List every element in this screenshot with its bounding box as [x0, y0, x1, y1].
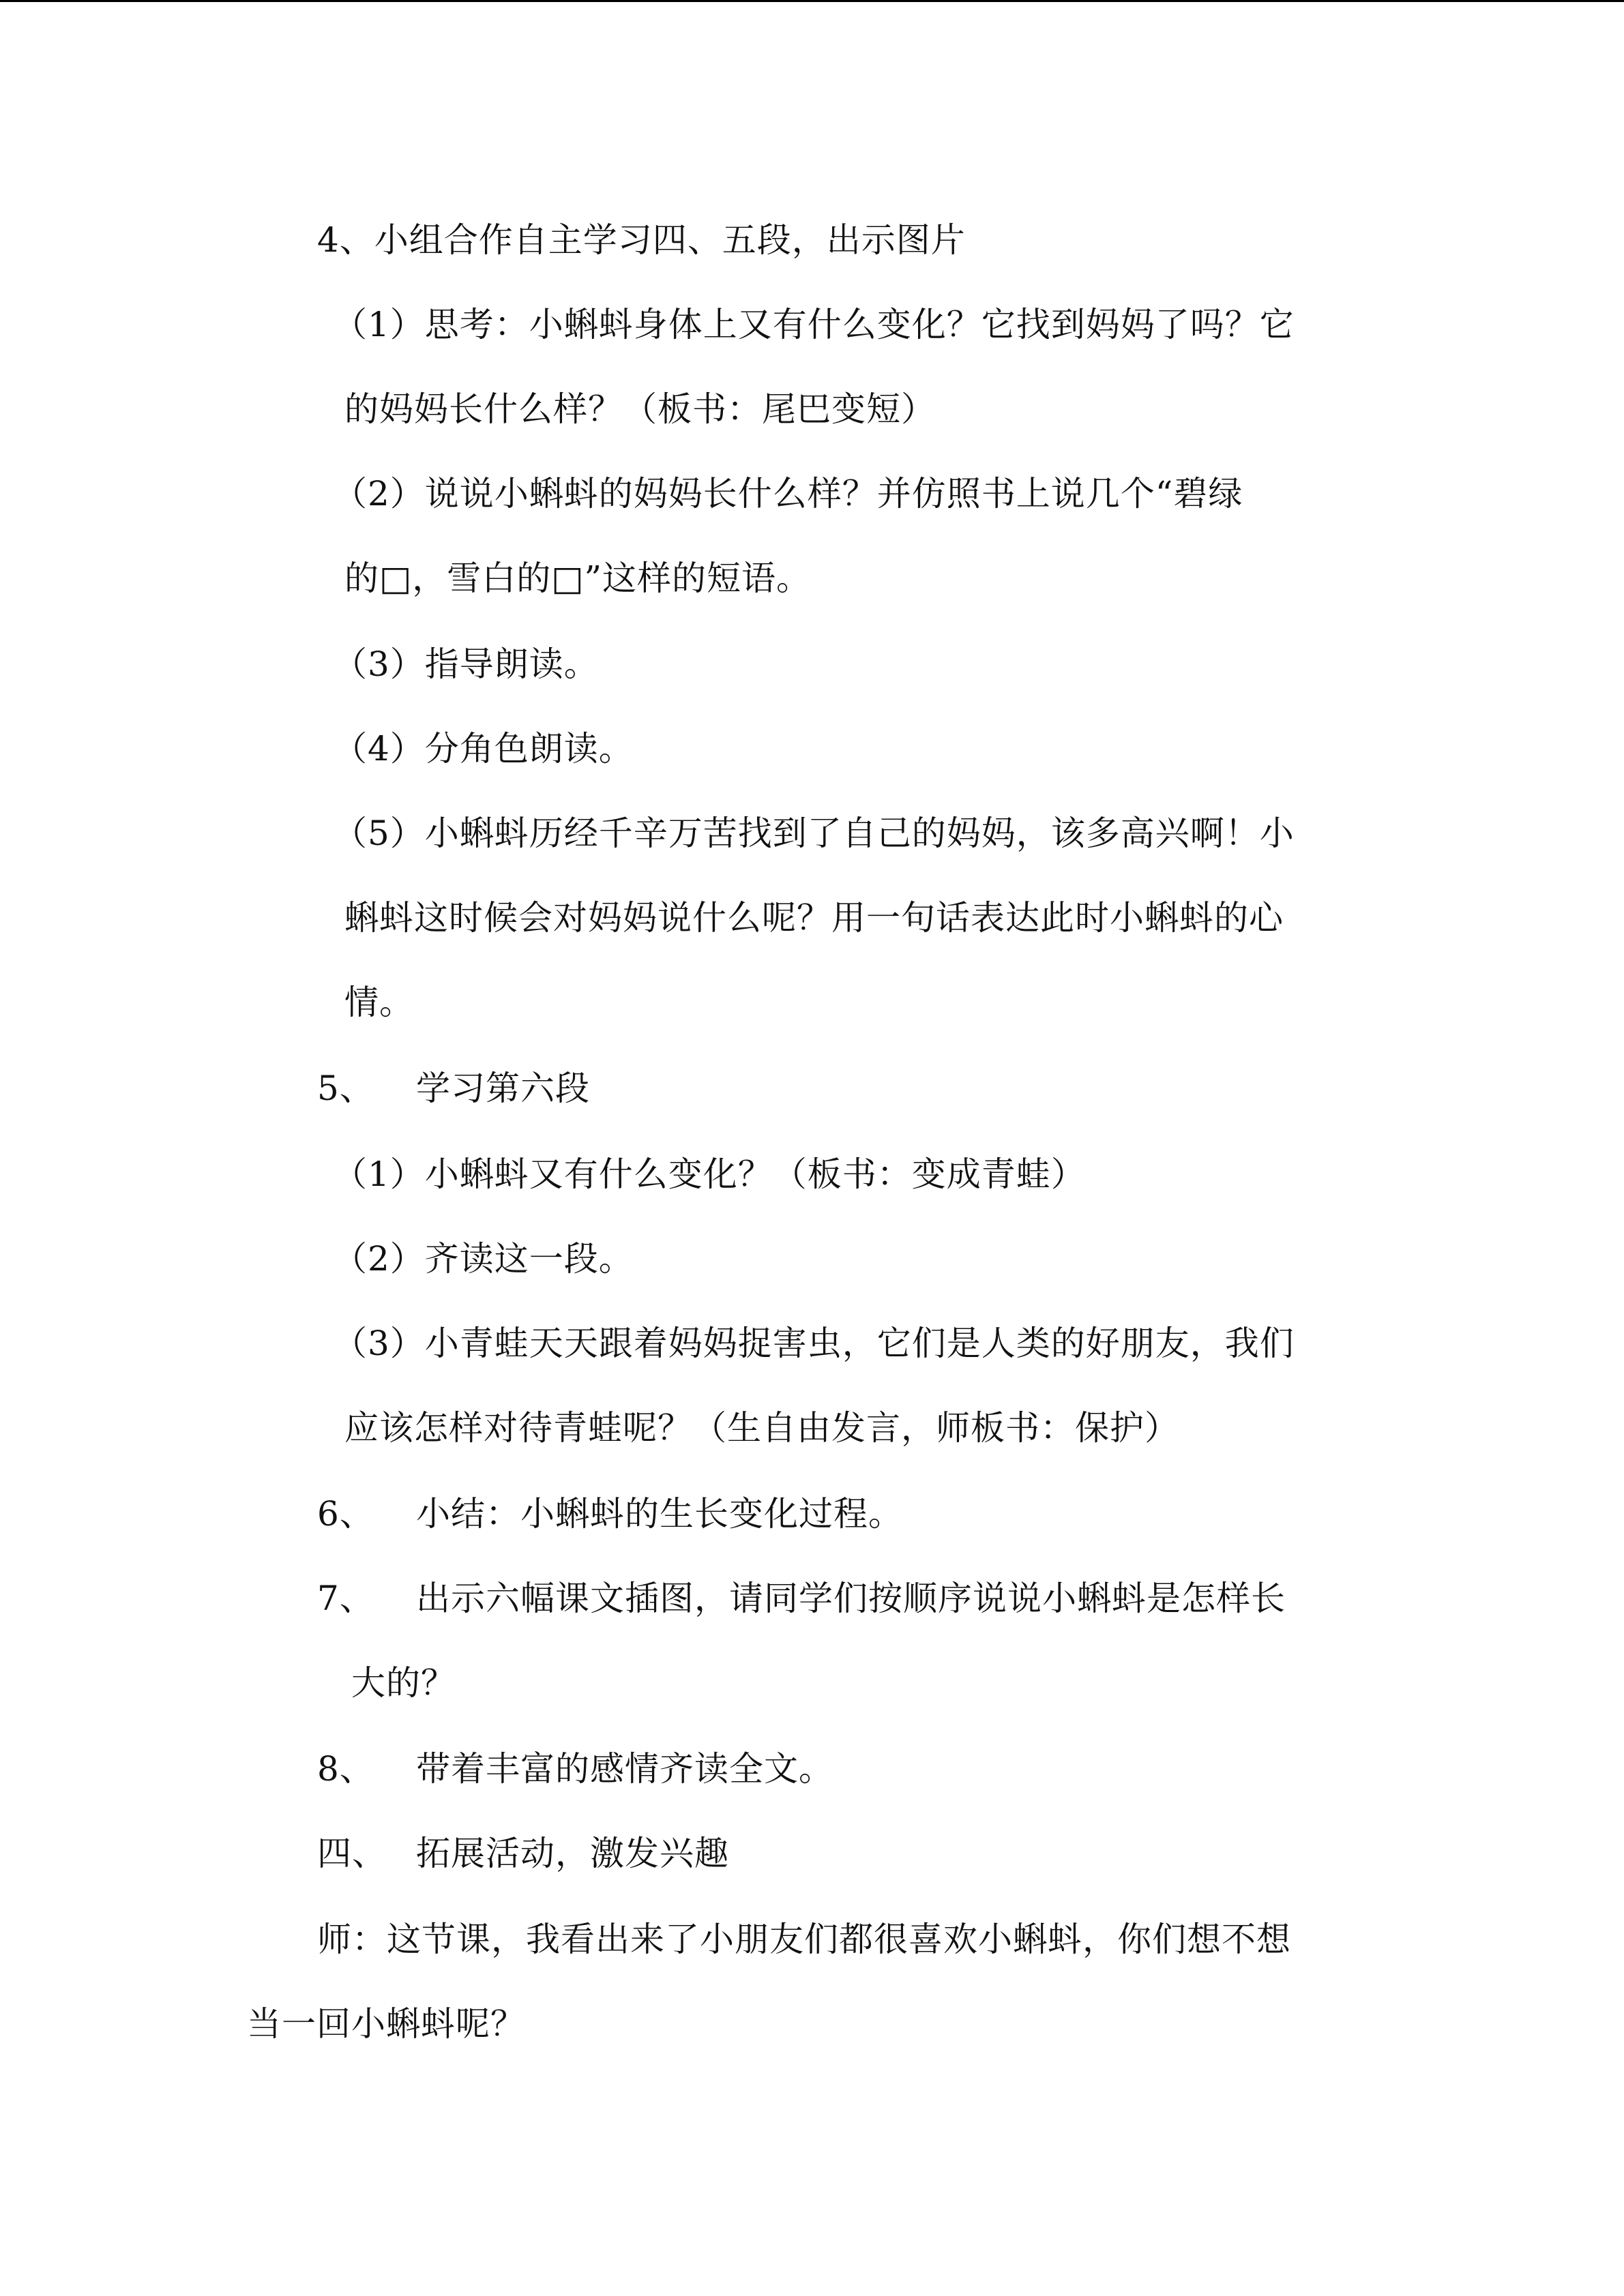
text-line — [344, 897, 1284, 938]
text-line — [333, 644, 599, 685]
line-text: 4、小组合作自主学习四、五段，出示图片 — [317, 220, 966, 260]
text-line — [333, 1323, 1295, 1364]
section-number: 四、 — [317, 1834, 387, 1873]
line-text: 学习第六段 — [416, 1069, 590, 1108]
line-text: （2）说说小蝌蚪的妈妈长什么样？并仿照书上说几个“碧绿 — [333, 474, 1243, 513]
text-line — [247, 2003, 525, 2044]
text-line — [344, 558, 811, 599]
numbered-line — [317, 1493, 903, 1534]
numbered-line — [317, 1748, 833, 1789]
line-text: 应该怎样对待青蛙呢？（生自由发言，师板书：保护） — [344, 1408, 1179, 1448]
line-text: 小结：小蝌蚪的生长变化过程。 — [416, 1494, 903, 1534]
text-line — [333, 473, 1243, 514]
line-text: 大的？ — [351, 1663, 456, 1703]
top-border-line — [0, 0, 1624, 2]
line-text: 师：这节课，我看出来了小朋友们都很喜欢小蝌蚪，你们想不想 — [317, 1920, 1291, 1959]
text-line — [351, 1663, 456, 1703]
text-line — [344, 1407, 1179, 1448]
section-heading — [317, 1833, 729, 1874]
line-text: （1）思考：小蝌蚪身体上又有什么变化？它找到妈妈了吗？它 — [333, 305, 1295, 344]
text-line — [317, 220, 966, 260]
line-text: 的□，雪白的□”这样的短语。 — [344, 558, 812, 598]
line-text: （4）分角色朗读。 — [333, 729, 634, 769]
line-text: （5）小蝌蚪历经千辛万苦找到了自己的妈妈，该多高兴啊！小 — [333, 814, 1295, 853]
line-text: 的妈妈长什么样？（板书：尾巴变短） — [344, 389, 936, 429]
text-line — [333, 304, 1295, 345]
line-text: 带着丰富的感情齐读全文。 — [416, 1749, 833, 1789]
line-text: （1）小蝌蚪又有什么变化？（板书：变成青蛙） — [333, 1154, 1086, 1194]
line-text: 拓展活动，激发兴趣 — [416, 1834, 729, 1873]
line-text: 情。 — [344, 983, 414, 1022]
text-line — [344, 389, 936, 430]
line-text: 出示六幅课文插图，请同学们按顺序说说小蝌蚪是怎样长 — [416, 1579, 1286, 1618]
text-line — [333, 1154, 1086, 1195]
line-text: （2）齐读这一段。 — [333, 1239, 634, 1279]
text-line — [344, 982, 414, 1023]
item-number: 6、 — [317, 1494, 374, 1534]
text-line — [317, 1919, 1291, 1960]
line-text: （3）小青蛙天天跟着妈妈捉害虫，它们是人类的好朋友，我们 — [333, 1324, 1295, 1363]
item-number: 7、 — [317, 1579, 374, 1618]
numbered-line — [317, 1578, 1286, 1619]
line-text: 蝌蚪这时候会对妈妈说什么呢？用一句话表达此时小蝌蚪的心 — [344, 898, 1284, 938]
item-number: 5、 — [317, 1069, 374, 1108]
numbered-line — [317, 1068, 590, 1109]
text-line — [333, 813, 1295, 854]
line-text: 当一回小蝌蚪呢？ — [247, 2004, 525, 2044]
item-number: 8、 — [317, 1749, 374, 1789]
text-line — [333, 1238, 634, 1279]
text-line — [333, 728, 634, 769]
line-text: （3）指导朗读。 — [333, 644, 599, 684]
